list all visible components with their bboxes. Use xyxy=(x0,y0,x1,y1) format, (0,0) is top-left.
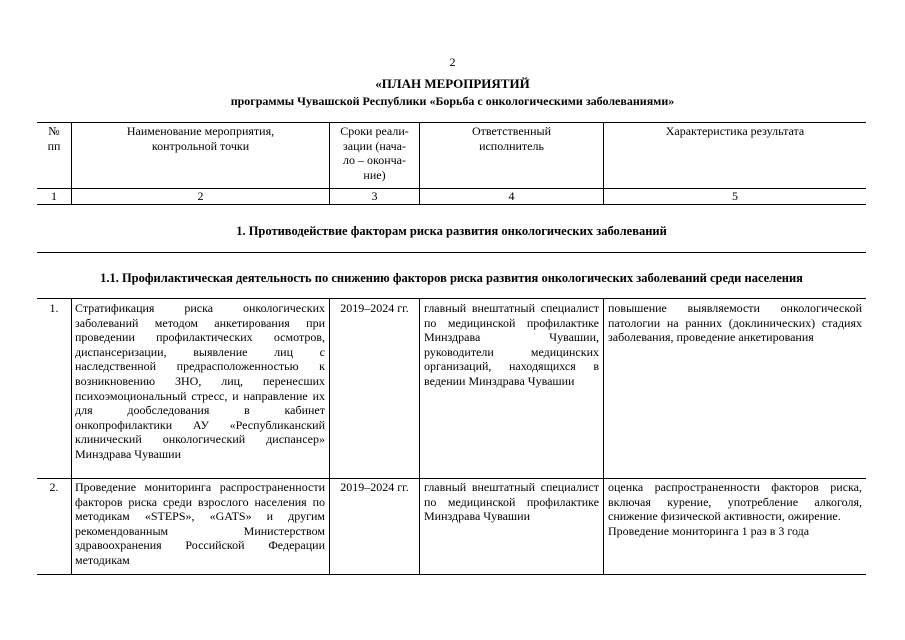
column-number: 4 xyxy=(508,189,515,203)
page-number: 2 xyxy=(449,55,456,69)
section-divider xyxy=(37,252,866,253)
row-col-divider xyxy=(603,298,604,574)
row-number: 1. xyxy=(49,301,59,315)
header-result: Характеристика результата xyxy=(665,124,805,138)
row-period: 2019–2024 гг. xyxy=(340,480,409,494)
row-activity-name: Стратификация риска онкологических заболеваний методом анкетирования при проведении профилактических осмотров, диспансеризации, выявление лиц с наследственной предрасположенностью к возникновению ЗНО, лиц, перенесших психоэмоциональный стресс, и направление их для дообследования в кабинет онкопрофилактики АУ «Республиканский клинический онкологический диспансер» Минздрава Чувашии xyxy=(75,301,325,461)
header-period: Сроки реали- зации (нача- ло – оконча- ние) xyxy=(340,124,409,182)
column-number: 2 xyxy=(197,189,204,203)
header-executor: Ответственный исполнитель xyxy=(471,124,552,153)
header-name: Наименование мероприятия, контрольной точки xyxy=(126,124,275,153)
row-divider xyxy=(37,478,866,479)
column-number: 5 xyxy=(732,189,738,203)
table-bottom-border xyxy=(37,574,866,575)
row-executor: главный внештатный специалист по медицинской профилактике Минздрава Чувашии xyxy=(424,480,599,524)
row-result: повышение выявляемости онкологической патологии на ранних (доклинических) стадиях заболевания, проведение анкетирования xyxy=(608,301,862,345)
column-number: 3 xyxy=(371,189,378,203)
row-number: 2. xyxy=(49,480,59,494)
subsection-heading: 1.1. Профилактическая деятельность по снижению факторов риска развития онкологических заболеваний среди населения xyxy=(100,271,803,285)
header-number: № пп xyxy=(47,124,61,153)
column-number: 1 xyxy=(51,189,57,203)
section-heading: 1. Противодействие факторам риска развития онкологических заболеваний xyxy=(236,224,667,238)
row-executor: главный внештатный специалист по медицинской профилактике Минздрава Чувашии, руководители медицинских организаций, находящихся в ведении Минздрава Чувашии xyxy=(424,301,599,388)
document-subtitle: программы Чувашской Республики «Борьба с онкологическими заболеваниями» xyxy=(230,94,675,108)
row-result-text: оценка распространенности факторов риска, включая курение, употребление алкоголя, снижение физической активности, ожирение. xyxy=(608,480,862,524)
table-top-border xyxy=(37,122,866,123)
row-result xyxy=(608,480,862,538)
row-activity-name: Проведение мониторинга распространенности факторов риска среди взрослого населения по методикам «STEPS», «GATS» и другим рекомендованным Министерством здравоохранения Российской Федерации методикам xyxy=(75,480,325,567)
rows-top-border xyxy=(37,298,866,299)
column-numbers-bottom-border xyxy=(37,204,866,205)
document-title: «ПЛАН МЕРОПРИЯТИЙ xyxy=(375,76,530,91)
row-period: 2019–2024 гг. xyxy=(340,301,409,315)
row-col-divider xyxy=(329,298,330,574)
row-result-extra: Проведение мониторинга 1 раз в 3 года xyxy=(608,523,810,538)
row-col-divider xyxy=(71,298,72,574)
row-col-divider xyxy=(419,298,420,574)
